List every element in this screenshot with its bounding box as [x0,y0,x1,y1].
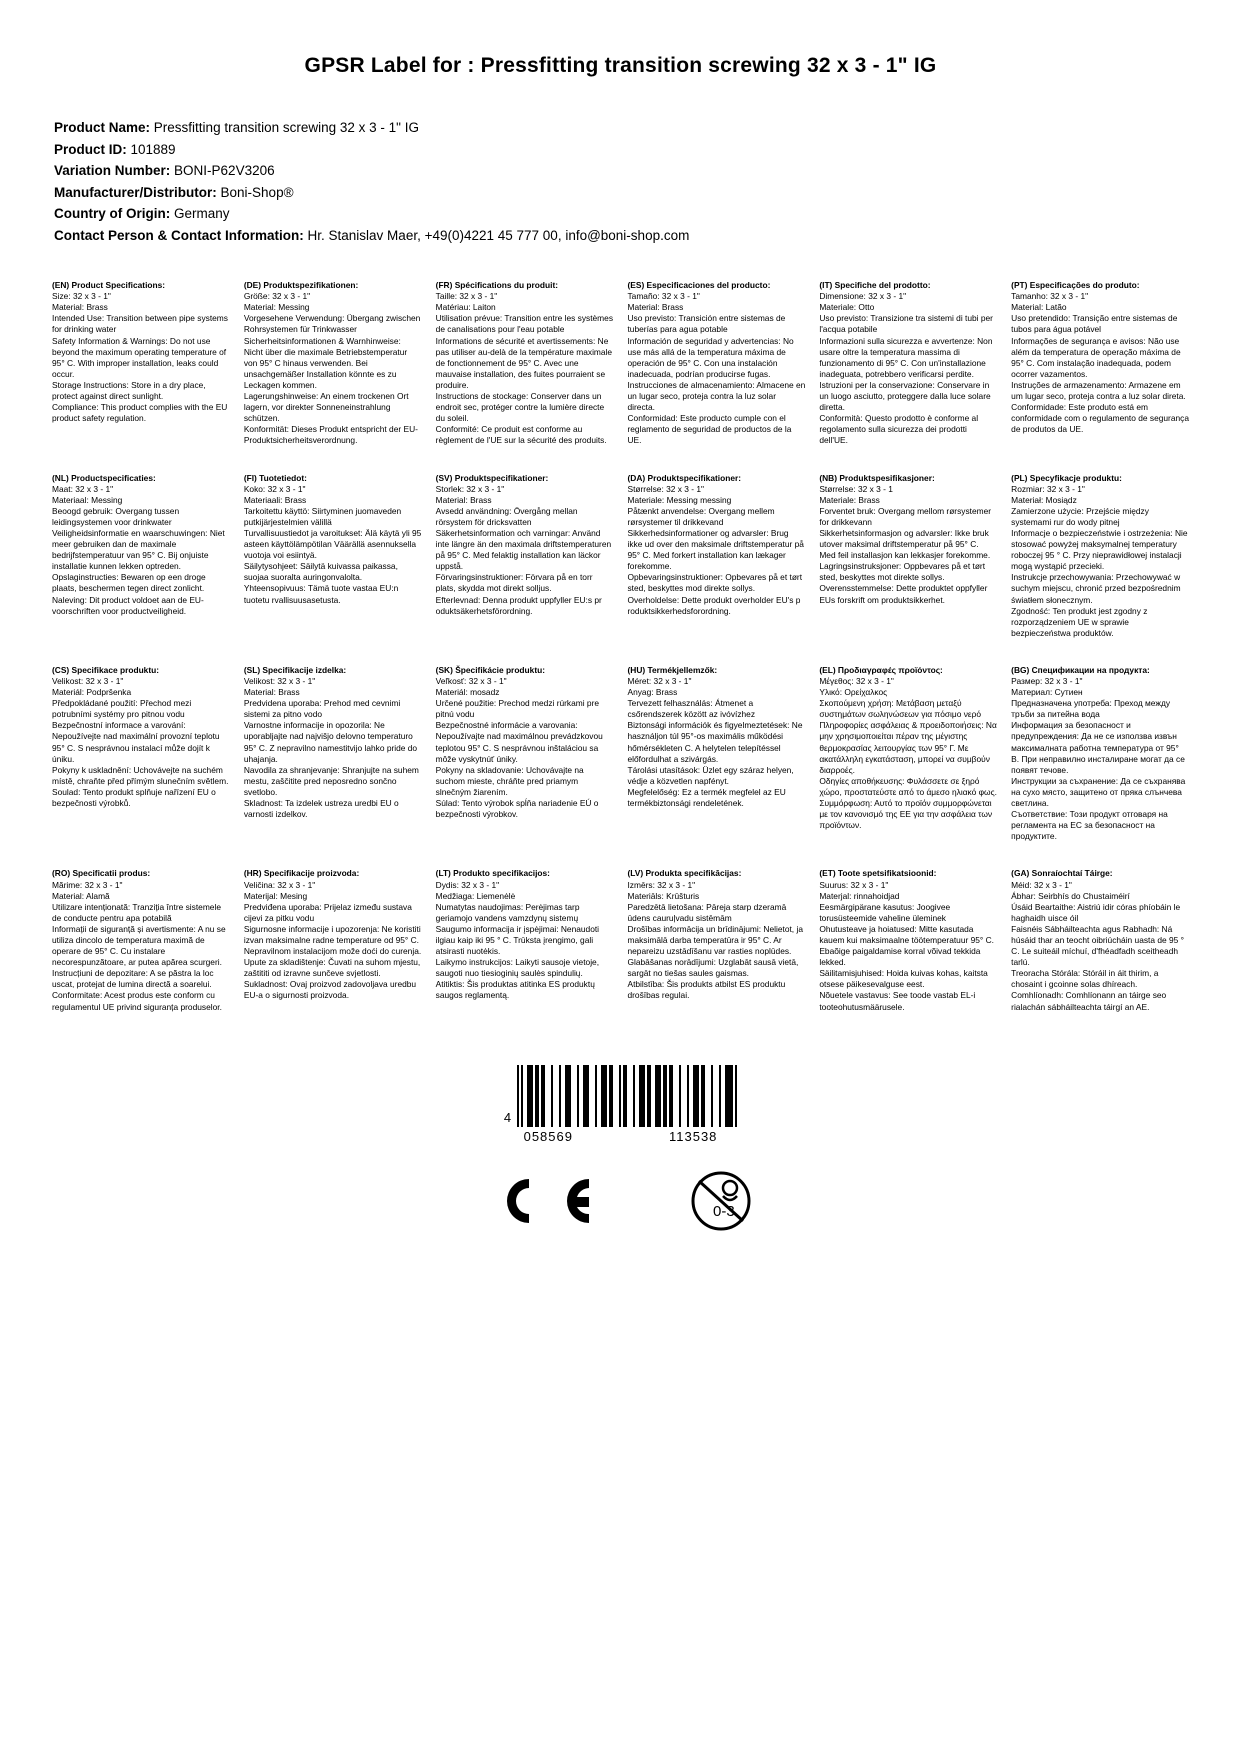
lang-line: Material: Brass [627,302,684,313]
lang-line: Materiał: Mosiądz [1011,494,1077,505]
lang-line: Megfelelőség: Ez a termék megfelel az EU termékbiztonsági rendeletének. [627,786,786,809]
lang-line: Información de seguridad y advertencias: No use más allá de la temperatura máxima de operación de 95° C. Con una instalación inadecuada, podrían producirse fugas. [627,335,794,379]
lang-line: Overholdelse: Dette produkt overholder EU's p roduktsikkerhedsforordning. [627,594,801,616]
lang-line: Material: Brass [435,494,492,505]
lang-line: Navodila za shranjevanje: Shranjujte na suhem mestu, zaščitite pred neposredno sončno svetlobo. [243,764,419,797]
lang-heading: (PT) Especificações do produto: [1011,280,1140,291]
lang-block-bg [1011,665,1189,869]
lang-line: Πληροφορίες ασφάλειας & προειδοποιήσεις: Να μην χρησιμοποιείται πέραν της μέγιστης θερμοκρασίας λειτουργίας των 95° Γ. Με ακατάλληλη εγκατάσταση, μπορεί να συμβούν διαρροές. [819,720,997,775]
lang-line: Säilytysohjeet: Säilytä kuivassa paikassa, suojaa suoralta auringonvalolta. [243,561,398,583]
lang-line: Laikymo instrukcijos: Laikyti sausoje vietoje, saugoti nuo tiesioginių saulės spindulių. [435,957,600,979]
meta-row [54,118,1189,139]
lang-line: Materiale: Brass [819,494,880,505]
lang-line: Naleving: Dit product voldoet aan de EU-voorschriften voor productveiligheid. [52,594,204,616]
lang-line: Material: Alamă [52,890,110,901]
lang-block-lv [627,868,805,1038]
meta-row [54,183,1189,204]
barcode-left-digits: 058569 [523,1128,573,1144]
lang-line: Ohutusteave ja hoiatused: Mitte kasutada kauem kui maksimaalne töötemperatuur 95° C. Ebaõige paigaldamise korral võivad tekkida lekked. [819,923,994,968]
lang-line: Conformitate: Acest produs este conform cu regulamentul UE privind siguranța produselor. [52,990,222,1012]
lang-line: Size: 32 x 3 - 1" [52,291,111,302]
no-children-under-3-icon [685,1170,757,1237]
lang-line: Informații de siguranță și avertismente: A nu se utiliza dincolo de temperatura maximă de operare de 95° C. Cu instalare necorespunzătoare, ar putea apărea scurgeri. [52,923,226,968]
lang-line: Ábhar: Seirbhís do Chustaiméirí [1011,890,1130,901]
lang-block-it [819,280,997,472]
lang-line: Sikkerhetsinformasjon og advarsler: Ikke bruk utover maksimal driftstemperatur på 95° C. Med feil installasjon kan lekkasjer forekomme. [819,527,991,561]
lang-block-nb [819,473,997,665]
meta-label: Product Name: [54,120,151,135]
meta-value: Germany [174,206,230,222]
lang-line: Veiligheidsinformatie en waarschuwingen: Niet meer gebruiken dan de maximale bedrijfstemperatuur van 95° C. Bij onjuiste installatie kunnen lekken optreden. [52,527,225,572]
lang-line: Saugumo informacija ir įspėjimai: Nenaudoti ilgiau kaip iki 95 ° C. Trūksta įrengimo, gali atsirasti nuotėkis. [435,923,600,957]
lang-line: Lagringsinstruksjoner: Oppbevares på et tørt sted, beskyttes mot direkte sollys. [819,561,986,583]
lang-line: Istruzioni per la conservazione: Conservare in un luogo asciutto, proteggere dalla luce solare diretta. [819,379,991,413]
lang-line: Comhlíonadh: Comhlíonann an táirge seo rialachán sábháilteachta táirgí an AE. [1011,990,1167,1012]
meta-value: BONI-P62V3206 [174,163,275,179]
lang-line: Suurus: 32 x 3 - 1" [819,879,889,890]
lang-heading: (ES) Especificaciones del producto: [627,280,771,291]
lang-line: Lagerungshinweise: An einem trockenen Ort lagern, vor direkter Sonneneinstrahlung schützen. [243,391,409,424]
lang-line: Информация за безопасност и предупреждения: Да не се използва извън максималната работна температура от 95° В. При неправилно инсталиране могат да се появят течове. [1011,720,1185,775]
lang-line: Säkerhetsinformation och varningar: Använd inte längre än den maximala driftstemperaturen på 95° C. Med felaktig installation kan läckor uppstå. [435,527,612,572]
product-meta [54,118,1189,246]
lang-line: Beoogd gebruik: Overgang tussen leidingsystemen voor drinkwater [52,505,180,527]
lang-heading: (PL) Specyfikacje produktu: [1011,472,1122,483]
lang-line: Informazioni sulla sicurezza e avvertenze: Non usare oltre la temperatura massima di funzionamento di 95° C. Con un'installazione inadeguata, potrebbero verificarsi perdite. [819,335,993,379]
meta-row [54,140,1189,161]
lang-heading: (RO) Specificatii produs: [52,868,151,879]
lang-line: Atbilstība: Šis produkts atbilst ES produktu drošības regulai. [627,979,786,1001]
lang-line: Informações de segurança e avisos: Não use além da temperatura de operação máxima de 95° C. Com instalação inadequada, podem ocorrer vazamentos. [1011,335,1181,379]
lang-heading: (FR) Spécifications du produit: [435,280,559,291]
lang-heading: (SV) Produktspecifikationer: [435,472,549,483]
lang-line: Treoracha Stórála: Stóráil in áit thirim, a chosaint i gcoinne solas dhíreach. [1011,968,1159,990]
lang-block-hu [627,665,805,869]
lang-line: Materiale: Otto [819,302,875,313]
lang-line: Tervezett felhasználás: Átmenet a csőrendszerek között az ivóvízhez [627,698,756,720]
barcode-lead-digit: 4 [503,1109,512,1125]
lang-line: Pokyny k uskladnění: Uchovávejte na suchém místě, chraňte před přímým slunečním světlem. [52,764,229,786]
lang-line: Bezpečnostní informace a varování: Nepoužívejte nad maximální provozní teplotu 95° C. S nesprávnou instalací může dojít k úniku. [52,720,220,764]
lang-heading: (NB) Produktspesifikasjoner: [819,472,935,483]
lang-line: Størrelse: 32 x 3 - 1 [819,483,893,494]
lang-line: Matériau: Laiton [435,302,496,313]
lang-line: Materjal: rinnahoidjad [819,890,900,901]
lang-line: Sukladnost: Ovaj proizvod zadovoljava uredbu EU-a o sigurnosti proizvoda. [243,979,417,1001]
lang-block-da [627,473,805,665]
meta-label: Manufacturer/Distributor: [54,184,217,200]
lang-line: Pokyny na skladovanie: Uchovávajte na suchom mieste, chráňte pred priamym slnečným žiarením. [435,764,584,797]
lang-line: Drošības informācija un brīdinājumi: Nelietot, ja maksimālā darba temperatūra ir 95° C. Ar nepareizu uzstādīšanu var rasties noplūdes. [627,923,803,957]
lang-line: Instructions de stockage: Conserver dans un endroit sec, protéger contre la lumière directe du soleil. [435,391,605,424]
lang-line: Materiāls: Krūšturis [627,890,700,901]
lang-line: Tamaño: 32 x 3 - 1" [627,291,700,302]
lang-heading: (BG) Спецификации на продукта: [1011,664,1150,675]
lang-line: Upute za skladištenje: Čuvati na suhom mjestu, zaštititi od izravne sunčeve svjetlosti. [243,957,421,979]
lang-line: Izmērs: 32 x 3 - 1" [627,879,696,890]
lang-heading: (HU) Termékjellemzők: [627,664,718,675]
barcode-right-digits: 113538 [668,1128,718,1144]
lang-line: Materiale: Messing messing [627,494,732,505]
lang-block-el [819,665,997,869]
lang-line: Sicherheitsinformationen & Warnhinweise: Nicht über die maximale Betriebstemperatur von 95° C hinaus verwenden. Bei unsachgemäßer Installation könnte es zu Leckagen kommen. [243,335,408,390]
lang-line: Σκοπούμενη χρήση: Μετάβαση μεταξύ συστημάτων σωληνώσεων για πόσιμο νερό [819,698,982,720]
lang-line: Glabāšanas norādījumi: Uzglabāt sausā vietā, sargāt no tiešas saules gaismas. [627,957,799,979]
lang-line: Zgodność: Ten produkt jest zgodny z rozporządzeniem UE w sprawie bezpieczeństwa produktów. [1011,605,1148,638]
lang-line: Konformität: Dieses Produkt entspricht der EU-Produktsicherheitsverordnung. [243,424,418,446]
lang-line: Súlad: Tento výrobok spĺňa nariadenie EÚ o bezpečnosti výrobkov. [435,798,599,820]
lang-line: Инструкции за съхранение: Да се съхранява на сухо място, защитено от пряка слънчева светлина. [1011,775,1186,809]
lang-line: Yhteensopivuus: Tämä tuote vastaa EU:n tuotetu rvallisuusasetusta. [243,583,399,605]
lang-line: Veličina: 32 x 3 - 1" [243,879,316,890]
lang-heading: (SK) Špecifikácie produktu: [435,664,546,675]
meta-value: Pressfitting transition screwing 32 x 3 - 1" IG [153,120,419,135]
lang-line: Material: Brass [52,302,108,313]
barcode-row [504,1065,737,1127]
lang-line: Tamanho: 32 x 3 - 1" [1011,291,1089,302]
lang-line: Materiál: mosadz [435,687,500,698]
lang-line: Forventet bruk: Overgang mellom rørsystemer for drikkevann [819,505,992,527]
lang-block-en [52,280,230,472]
lang-line: Soulad: Tento produkt splňuje nařízení EU o bezpečnosti výrobků. [52,786,216,809]
lang-heading: (CS) Specifikace produktu: [52,664,160,675]
lang-heading: (DE) Produktspezifikationen: [243,280,359,291]
lang-line: Vorgesehene Verwendung: Übergang zwischen Rohrsystemen für Trinkwasser [243,313,421,335]
age-label-text: 0-3 [712,1202,735,1220]
lang-line: Tárolási utasítások: Üzlet egy száraz helyen, védje a közvetlen napfényt. [627,764,794,786]
ce-marking-icon [485,1173,595,1234]
lang-block-es [627,280,805,472]
lang-line: Numatytas naudojimas: Perėjimas tarp geriamojo vandens vamzdynų sistemų [435,901,580,923]
lang-line: Påtænkt anvendelse: Overgang mellem rørsystemer til drikkevand [627,505,775,527]
lang-block-hr [244,868,422,1038]
lang-line: Utilisation prévue: Transition entre les systèmes de canalisations pour l'eau potable [435,313,614,335]
lang-line: Μέγεθος: 32 x 3 - 1" [819,676,894,686]
lang-line: Velikost: 32 x 3 - 1" [52,676,124,686]
lang-block-pl [1011,473,1189,665]
lang-heading: (LV) Produkta specifikācijas: [627,868,742,879]
lang-block-sv [436,473,614,665]
lang-block-lt [436,868,614,1038]
lang-line: Anyag: Brass [627,687,678,698]
lang-block-ro [52,868,230,1038]
meta-label: Variation Number: [54,163,171,179]
lang-heading: (NL) Productspecificaties: [52,472,156,483]
lang-line: Conformité: Ce produit est conforme au règlement de l'UE sur la sécurité des produits. [435,424,607,446]
lang-line: Uso previsto: Transición entre sistemas de tuberías para agua potable [627,313,786,335]
lang-block-pt [1011,280,1189,472]
lang-line: Instrucciones de almacenamiento: Almacene en un lugar seco, proteja contra la luz solar directa. [627,379,806,413]
lang-line: Paredzētā lietošana: Pāreja starp dzeramā ūdens cauruļvadu sistēmām [627,901,787,923]
lang-block-sl [244,665,422,869]
lang-line: Informacje o bezpieczeństwie i ostrzeżenia: Nie stosować powyżej maksymalnej temperatury roboczej 95 ° C. Przy nieprawidłowej instalacji mogą wystąpić przecieki. [1011,527,1188,572]
lang-heading: (ET) Toote spetsifikatsioonid: [819,868,937,879]
lang-line: Taille: 32 x 3 - 1" [435,291,498,302]
lang-heading: (EN) Product Specifications: [52,280,166,291]
lang-line: Instrucțiuni de depozitare: A se păstra la loc uscat, protejat de lumina directă a soarelui. [52,968,214,990]
lang-line: Varnostne informacije in opozorila: Ne uporabljajte nad najvišjo delovno temperaturo 95° C. Z nepravilno namestitvijo lahko pride do uhajanja. [243,720,418,764]
lang-line: Материал: Сутиен [1011,687,1083,698]
lang-line: Méret: 32 x 3 - 1" [627,676,692,686]
lang-line: Sigurnosne informacije i upozorenja: Ne koristiti izvan maksimalne radne temperature od 95° C. Nepravilnom instalacijom može doći do curenja. [243,923,422,957]
lang-line: Größe: 32 x 3 - 1" [243,291,311,302]
lang-line: Предназначена употреба: Преход между тръби за питейна вода [1011,698,1171,720]
lang-block-cs [52,665,230,869]
lang-line: Méid: 32 x 3 - 1" [1011,879,1072,890]
lang-line: Opslaginstructies: Bewaren op een droge plaats, beschermen tegen direct zonlicht. [52,572,206,594]
lang-line: Materijal: Mesing [243,890,308,901]
lang-line: Sikkerhedsinformationer og advarsler: Brug ikke ud over den maksimale driftstemperatur på 95° C. Med forkert installation kan lækager forekomme. [627,527,804,572]
meta-label: Product ID: [54,141,127,157]
lang-block-fr [436,280,614,472]
lang-line: Съответствие: Този продукт отговаря на регламента на ЕС за безопасност на продуктите. [1011,809,1168,842]
barcode-numbers [524,1129,718,1144]
lang-line: Uso previsto: Transizione tra sistemi di tubi per l'acqua potabile [819,313,993,335]
lang-line: Conformidade: Este produto está em conformidade com o regulamento de segurança de produtos da UE. [1011,402,1189,435]
meta-row [54,161,1189,182]
barcode-area [52,1065,1189,1144]
lang-line: Säilitamisjuhised: Hoida kuivas kohas, kaitsta otsese päikesevalguse eest. [819,968,988,990]
gpsr-label-page [52,54,1189,1249]
lang-line: Úsáid Beartaithe: Aistriú idir córas phíobáin le haghaidh uisce óil [1011,901,1181,923]
lang-line: Biztonsági információk és figyelmeztetések: Ne használjon túl 95°-os maximális működési hőmérsékleten C. A helytelen telepítéssel előfordulhat a szivárgás. [627,720,803,764]
lang-line: Rozmiar: 32 x 3 - 1" [1011,483,1085,494]
lang-heading: (HR) Specifikacije proizvoda: [243,868,360,879]
lang-block-sk [436,665,614,869]
language-specifications-grid [52,280,1189,1039]
lang-line: Tarkoitettu käyttö: Siirtyminen juomaveden putkijärjestelmien välillä [243,505,402,527]
lang-line: Predvidena uporaba: Prehod med cevnimi sistemi za pitno vodo [243,698,401,720]
lang-line: Medžiaga: Liemenėlė [435,890,516,901]
meta-row [54,204,1189,225]
lang-line: Opbevaringsinstruktioner: Opbevares på et tørt sted, beskyttes mod direkte sollys. [627,572,803,594]
meta-value: Boni-Shop® [220,184,294,200]
lang-line: Avsedd användning: Övergång mellan rörsystem för dricksvatten [435,505,578,527]
lang-line: Efterlevnad: Denna produkt uppfyller EU:s pr oduktsäkerhetsförordning. [435,594,602,616]
lang-line: Storage Instructions: Store in a dry place, protect against direct sunlight. [52,379,206,402]
symbol-marks [52,1170,1189,1237]
lang-line: Atitiktis: Šis produktas atitinka ES produktų saugos reglamentą. [435,979,595,1001]
lang-heading: (GA) Sonraíochtaí Táirge: [1011,868,1113,879]
lang-heading: (DA) Produktspecifikationer: [627,472,742,483]
lang-heading: (SL) Specifikacije izdelka: [243,664,347,675]
lang-line: Dydis: 32 x 3 - 1" [435,879,500,890]
page-title: GPSR Label for : Pressfitting transition screwing 32 x 3 - 1" IG [304,54,937,77]
lang-line: Safety Information & Warnings: Do not use beyond the maximum operating temperature of 95° C. With improper installation, leaks could occur. [52,335,227,379]
lang-block-nl [52,473,230,665]
lang-line: Materiaali: Brass [243,494,307,505]
lang-line: Utilizare intenționată: Tranziția între sistemele de conducte pentru apa potabilă [52,901,221,923]
lang-line: Material: Brass [243,687,300,698]
lang-heading: (IT) Specifiche del prodotto: [819,280,931,291]
lang-line: Dimensione: 32 x 3 - 1" [819,291,907,302]
lang-line: Materiál: Podpršenka [52,687,132,698]
lang-line: Predviđena uporaba: Prijelaz između sustava cijevi za pitku vodu [243,901,412,923]
lang-block-fi [244,473,422,665]
lang-line: Koko: 32 x 3 - 1" [243,483,306,494]
lang-block-et [819,868,997,1038]
lang-line: Mărime: 32 x 3 - 1" [52,879,123,890]
meta-row [54,226,1189,247]
lang-line: Skladnost: Ta izdelek ustreza uredbi EU o varnosti izdelkov. [243,798,399,820]
lang-line: Uso pretendido: Transição entre sistemas de tubos para água potável [1011,313,1178,335]
lang-line: Určené použitie: Prechod medzi rúrkami pre pitnú vodu [435,698,600,720]
lang-line: Υλικό: Ορείχαλκος [819,687,888,698]
lang-line: Nõuetele vastavus: See toode vastab EL-i tooteohutusmäärusele. [819,990,976,1012]
lang-line: Předpokládané použití: Přechod mezi potrubními systémy pro pitnou vodu [52,698,192,720]
meta-value: 101889 [130,141,176,157]
lang-line: Veľkosť: 32 x 3 - 1" [435,676,507,686]
lang-line: Conformità: Questo prodotto è conforme al regolamento sulla sicurezza dei prodotti dell'UE. [819,413,979,446]
lang-heading: (LT) Produkto specifikacijos: [435,868,550,879]
lang-line: Οδηγίες αποθήκευσης: Φυλάσσετε σε ξηρό χώρο, προστατεύστε από το άμεσο ηλιακό φως. [819,775,997,797]
lang-line: Størrelse: 32 x 3 - 1" [627,483,704,494]
lang-line: Faisnéis Sábháilteachta agus Rabhadh: Ná húsáid thar an teocht oibriúcháin uasta de 95 ° C. Le suiteáil míchuí, d'fhéadfadh sceitheadh tarlú. [1011,923,1184,968]
lang-line: Zamierzone użycie: Przejście między systemami rur do wody pitnej [1011,505,1149,527]
lang-line: Materiaal: Messing [52,494,123,505]
meta-label: Contact Person & Contact Information: [54,227,304,243]
lang-line: Material: Latão [1011,302,1067,313]
lang-line: Material: Messing [243,302,310,313]
lang-block-de [244,280,422,472]
lang-line: Instrukcje przechowywania: Przechowywać w suchym miejscu, chronić przed bezpośrednim światłem słonecznym. [1011,572,1181,605]
lang-line: Intended Use: Transition between pipe systems for drinking water [52,313,228,335]
lang-heading: (FI) Tuotetiedot: [243,472,307,483]
lang-line: Turvallisuustiedot ja varoitukset: Älä käytä yli 95 asteen käyttölämpötilan Väärällä asennuksella vuotoja voi esiintyä. [243,527,422,561]
barcode-bars [517,1065,737,1127]
lang-line: Maat: 32 x 3 - 1" [52,483,114,494]
lang-heading: (EL) Προδιαγραφές προϊόντος: [819,664,943,675]
lang-line: Overensstemmelse: Dette produktet oppfyller EUs forskrift om produktsikkerhet. [819,583,988,605]
meta-value: Hr. Stanislav Maer, +49(0)4221 45 777 00, info@boni-shop.com [307,227,690,243]
lang-line: Conformidad: Este producto cumple con el reglamento de seguridad de productos de la UE. [627,413,792,446]
lang-line: Storlek: 32 x 3 - 1" [435,483,505,494]
lang-block-ga [1011,868,1189,1038]
meta-label: Country of Origin: [54,206,171,222]
lang-line: Informations de sécurité et avertissements: Ne pas utiliser au-delà de la température maximale de fonctionnement de 95° C. Avec une mauvaise installation, des fuites pourraient se produire. [435,335,613,390]
lang-line: Συμμόρφωση: Αυτό το προϊόν συμμορφώνεται με τον κανονισμό της ΕΕ για την ασφάλεια των προϊόντων. [819,798,993,831]
lang-line: Compliance: This product complies with the EU product safety regulation. [52,402,228,424]
lang-line: Velikost: 32 x 3 - 1" [243,676,316,686]
lang-line: Förvaringsinstruktioner: Förvara på en torr plats, skydda mot direkt solljus. [435,572,593,594]
lang-line: Bezpečnostné informácie a varovania: Nepoužívajte nad maximálnou prevádzkovou teplotou 95° C. S nesprávnou inštaláciou sa môže vyskytnúť úniky. [435,720,603,764]
lang-line: Eesmärgipärane kasutus: Joogivee torusüsteemide vaheline üleminek [819,901,951,923]
lang-line: Instruções de armazenamento: Armazene em um lugar seco, proteja contra a luz solar direta. [1011,379,1186,402]
lang-line: Размер: 32 x 3 - 1" [1011,676,1083,686]
